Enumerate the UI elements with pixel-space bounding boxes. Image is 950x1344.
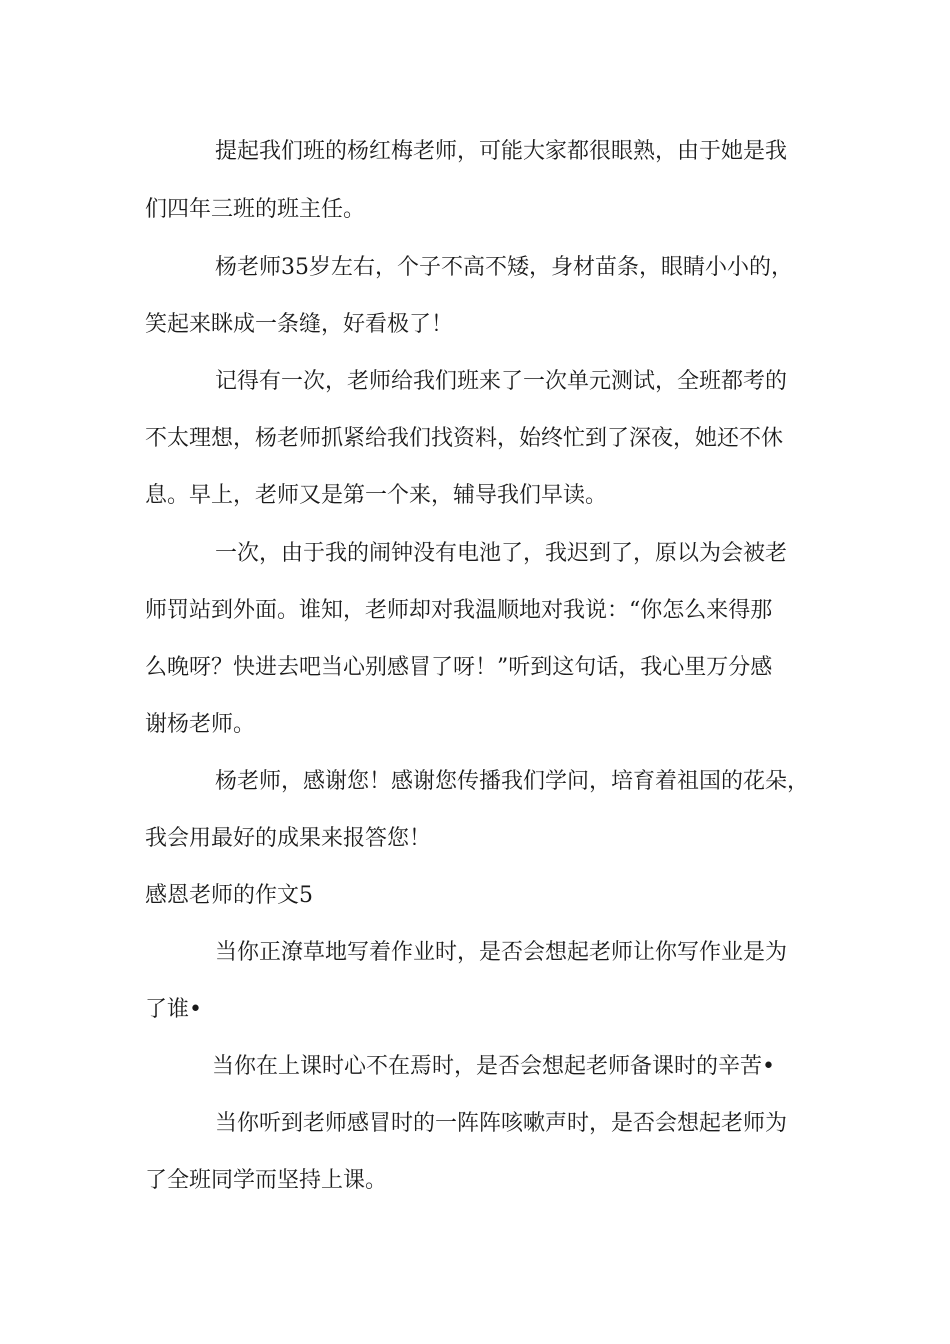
text-line: 息。早上，老师又是第一个来，辅导我们早读。 xyxy=(145,483,608,508)
text-line: 不太理想，杨老师抓紧给我们找资料，始终忙到了深夜，她还不休 xyxy=(145,426,784,451)
text-line: 当你正潦草地写着作业时，是否会想起老师让你写作业是为 xyxy=(215,940,788,965)
text-line: 谢杨老师。 xyxy=(145,712,256,737)
text-line: 么晚呀？快进去吧当心别感冒了呀！”听到这句话，我心里万分感 xyxy=(145,655,773,680)
text-line: 杨老师35岁左右，个子不高不矮，身材苗条，眼睛小小的， xyxy=(215,255,793,280)
text-line: 当你在上课时心不在焉时，是否会想起老师备课时的辛苦• xyxy=(212,1054,775,1079)
text-line: 当你听到老师感冒时的一阵阵咳嗽声时，是否会想起老师为 xyxy=(215,1111,788,1136)
text-line: 们四年三班的班主任。 xyxy=(145,197,366,222)
text-line: 记得有一次，老师给我们班来了一次单元测试，全班都考的 xyxy=(215,369,788,394)
text-line: 杨老师，感谢您！感谢您传播我们学问，培育着祖国的花朵， xyxy=(215,769,810,794)
text-line: 了全班同学而坚持上课。 xyxy=(145,1168,388,1193)
text-line: 师罚站到外面。谁知，老师却对我温顺地对我说：“你怎么来得那 xyxy=(145,598,773,623)
text-line: 提起我们班的杨红梅老师，可能大家都很眼熟，由于她是我 xyxy=(215,139,788,164)
section-title: 感恩老师的作文5 xyxy=(145,883,313,908)
text-line: 了谁• xyxy=(145,997,202,1022)
text-line: 笑起来眯成一条缝，好看极了！ xyxy=(145,312,454,337)
text-line: 我会用最好的成果来报答您！ xyxy=(145,826,432,851)
text-line: 一次，由于我的闹钟没有电池了，我迟到了，原以为会被老 xyxy=(215,541,788,566)
